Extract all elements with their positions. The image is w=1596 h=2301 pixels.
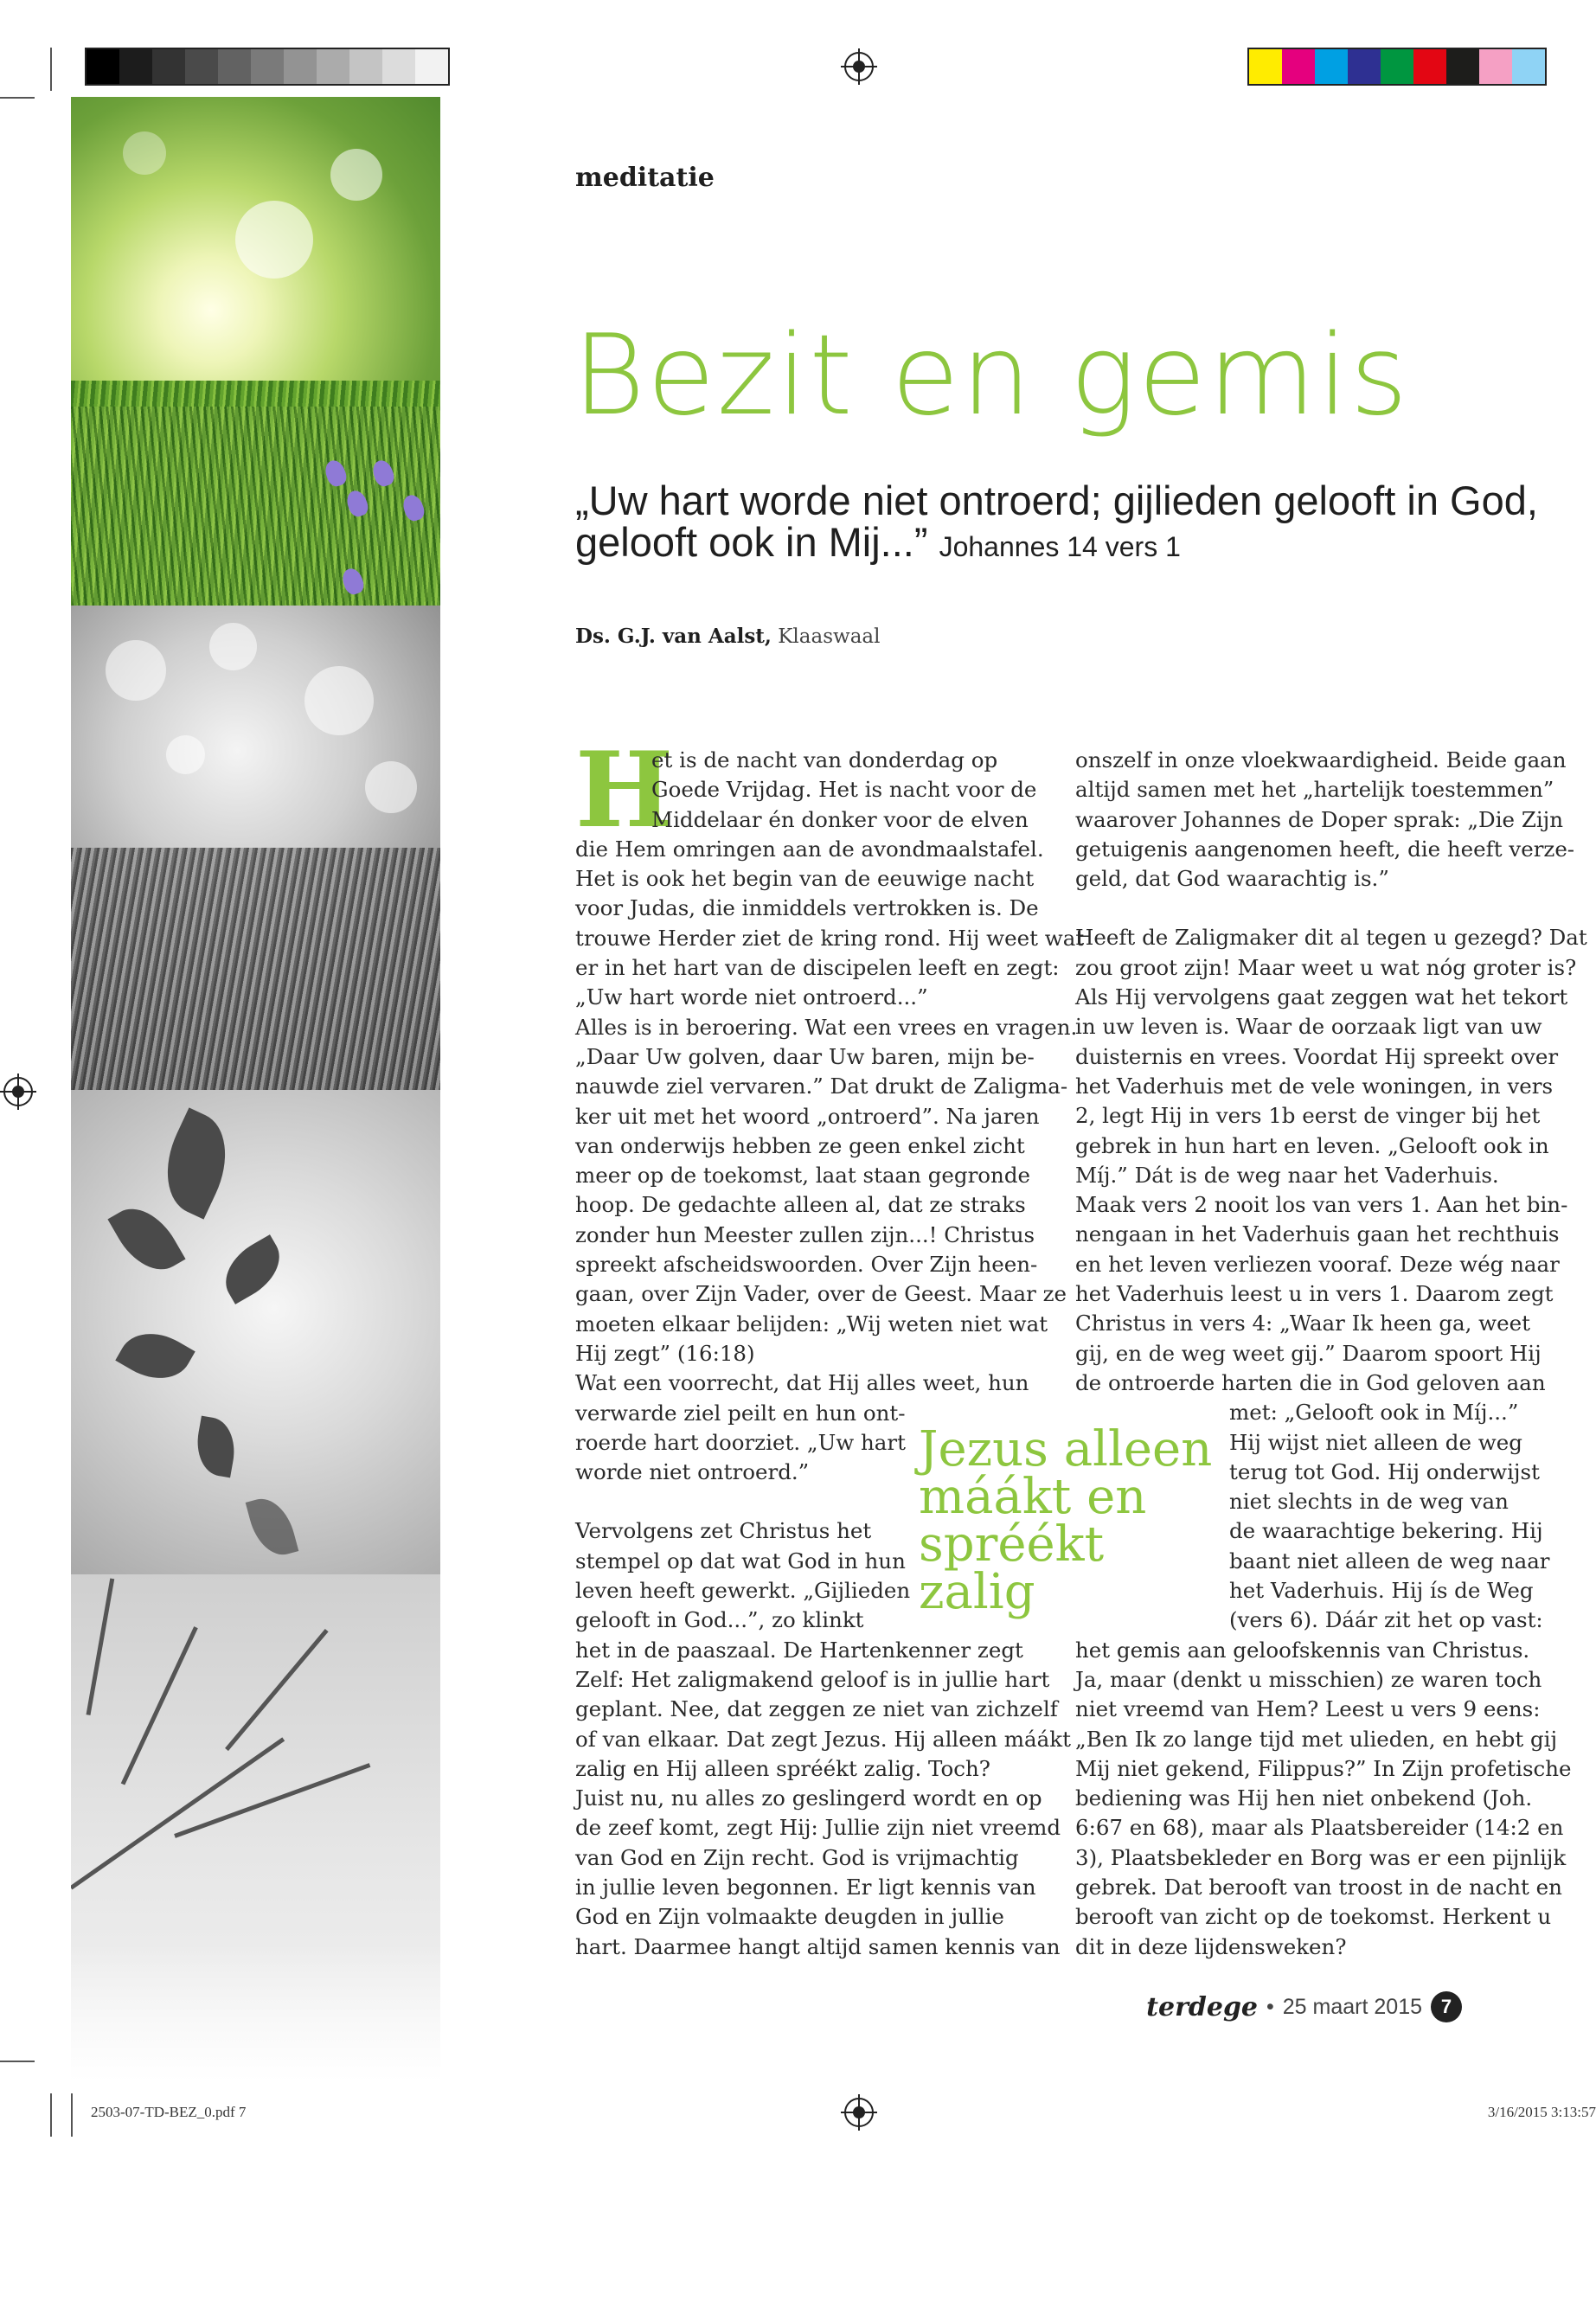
body-line: spreekt afscheidswoorden. Over Zijn heen- [575, 1252, 1038, 1278]
body-line: die Hem omringen aan de avondmaalstafel. [575, 836, 1044, 862]
footer-separator: • [1266, 1994, 1274, 2019]
body-line: onszelf in onze vloekwaardigheid. Beide gaan [1075, 747, 1567, 772]
body-line: zalig en Hij alleen spréékt zalig. Toch? [575, 1755, 990, 1781]
body-line: Alles is in beroering. Wat een vrees en vragen. [575, 1014, 1078, 1040]
pull-quote-line: spréékt [919, 1516, 1105, 1573]
paragraph-gap [1075, 894, 1534, 923]
body-line: Middelaar én donker voor de elven [651, 806, 1029, 832]
body-line: Goede Vrijdag. Het is nacht voor de [651, 777, 1037, 803]
body-line: „Ben Ik zo lange tijd met ulieden, en hebt gij [1075, 1726, 1558, 1752]
pull-quote-line: Jezus alleen [919, 1421, 1213, 1477]
crop-mark [0, 97, 35, 99]
byline-author: Ds. G.J. van Aalst, [575, 625, 772, 648]
body-line: Juist nu, nu alles zo geslingerd wordt en op [575, 1785, 1042, 1811]
registration-mark [844, 52, 874, 81]
body-line: of van elkaar. Dat zegt Jezus. Hij alleen máákt [575, 1726, 1071, 1752]
body-line: zonder hun Meester zullen zijn...! Christus [575, 1221, 1035, 1247]
body-line: et is de nacht van donderdag op [651, 747, 998, 772]
dropcap: H [575, 729, 674, 851]
grayscale-bar [85, 48, 450, 86]
body-line: Maak vers 2 nooit los van vers 1. Aan het bin- [1075, 1192, 1568, 1218]
body-line: stempel op dat wat God in hun [575, 1548, 906, 1574]
body-line: dit in deze lijdensweken? [1075, 1933, 1347, 1959]
body-line: gij, en de weg weet gij.” Daarom spoort Hij [1075, 1340, 1542, 1366]
body-line: Ja, maar (denkt u misschien) ze waren toch [1075, 1666, 1542, 1692]
body-line: leven heeft gewerkt. „Gijlieden [575, 1578, 911, 1604]
body-line: berooft van zicht op de toekomst. Herkent u [1075, 1904, 1552, 1930]
body-line: trouwe Herder ziet de kring rond. Hij weet wat [575, 925, 1085, 951]
body-line: van God en Zijn recht. God is vrijmachtig [575, 1844, 1019, 1870]
section-label: meditatie [575, 163, 715, 193]
body-line: Zelf: Het zaligmakend geloof is in jullie hart [575, 1666, 1050, 1692]
headline: Bezit en gemis [573, 311, 1410, 440]
body-line: terug tot God. Hij onderwijst [1229, 1458, 1540, 1484]
body-line: Hij zegt” (16:18) [575, 1340, 755, 1366]
body-line: getuigenis aangenomen heeft, die heeft verze- [1075, 836, 1575, 862]
body-line: geld, dat God waarachtig is.” [1075, 866, 1389, 892]
quote-reference: Johannes 14 vers 1 [939, 531, 1181, 562]
body-line: duisternis en vrees. Voordat Hij spreekt over [1075, 1043, 1559, 1069]
body-line: het gemis aan geloofskennis van Christus. [1075, 1637, 1530, 1663]
crop-mark [50, 48, 52, 91]
file-slug: 2503-07-TD-BEZ_0.pdf 7 [91, 2104, 247, 2120]
body-line: het Vaderhuis. Hij ís de Weg [1229, 1578, 1534, 1604]
body-line: de zeef komt, zegt Hij: Jullie zijn niet vreemd [575, 1815, 1061, 1841]
body-line: „Daar Uw golven, daar Uw baren, mijn be- [575, 1043, 1035, 1069]
body-line: in jullie leven begonnen. Er ligt kennis van [575, 1874, 1036, 1900]
body-line: het Vaderhuis met de vele woningen, in vers [1075, 1073, 1554, 1099]
column-right-bottom [1075, 1636, 1572, 1962]
image-strip [71, 97, 440, 2082]
pull-quote-line: máákt en [919, 1469, 1147, 1525]
body-line: 3), Plaatsbekleder en Borg was er een pijnlijk [1075, 1844, 1567, 1870]
body-line: in uw leven is. Waar de oorzaak ligt van uw [1075, 1014, 1542, 1040]
body-line: gaan, over Zijn Vader, over de Geest. Maar ze [575, 1281, 1067, 1307]
body-line: hoop. De gedachte alleen al, dat ze straks [575, 1192, 1026, 1218]
body-line: niet vreemd van Hem? Leest u vers 9 eens: [1075, 1696, 1541, 1722]
color-bar [1247, 48, 1547, 86]
body-line: waarover Johannes de Doper sprak: „Die Zijn [1075, 806, 1564, 832]
body-line: moeten elkaar belijden: „Wij weten niet wat [575, 1311, 1048, 1336]
body-line: God en Zijn volmaakte deugden in jullie [575, 1904, 1004, 1930]
page-footer [1146, 1991, 1462, 2022]
body-column-right [1075, 746, 1587, 1962]
registration-mark [3, 1077, 33, 1106]
byline-place: Klaaswaal [778, 625, 881, 648]
body-line: zou groot zijn! Maar weet u wat nóg groter is? [1075, 954, 1577, 980]
body-line: het in de paaszaal. De Hartenkenner zegt [575, 1637, 1023, 1663]
bible-quote [575, 480, 1561, 567]
column-right-top [1075, 746, 1587, 1398]
timestamp-slug: 3/16/2015 3:13:57 [1487, 2104, 1596, 2120]
quote-text: „Uw hart worde niet ontroerd; gijlieden gelooft in God, gelooft ook in Mij...” [575, 478, 1538, 565]
body-line: 2, legt Hij in vers 1b eerst de vinger bij het [1075, 1103, 1541, 1129]
body-line: gebrek in hun hart en leven. „Gelooft ook in [1075, 1132, 1549, 1158]
falling-leaves-photo [71, 1090, 440, 1574]
byline [575, 625, 880, 648]
pull-quote-line: zalig [919, 1564, 1035, 1620]
body-line: de waarachtige bekering. Hij [1229, 1518, 1543, 1544]
frosted-branch-photo [71, 1574, 440, 2082]
body-line: (vers 6). Dáár zit het op vast: [1229, 1607, 1543, 1633]
body-line: Vervolgens zet Christus het [575, 1518, 872, 1544]
body-line: en het leven verliezen vooraf. Deze wég naar [1075, 1251, 1560, 1277]
body-line: Wat een voorrecht, dat Hij alles weet, hun [575, 1370, 1029, 1396]
body-line: hart. Daarmee hangt altijd samen kennis van [575, 1933, 1061, 1959]
body-line: de ontroerde harten die in God geloven aan [1075, 1369, 1546, 1395]
meadow-sunlight-photo [71, 97, 440, 606]
body-line: Míj.” Dát is de weg naar het Vaderhuis. [1075, 1162, 1499, 1188]
body-line: Christus in vers 4: „Waar Ik heen ga, weet [1075, 1311, 1530, 1336]
crop-mark [71, 2093, 73, 2137]
wheat-bokeh-photo [71, 606, 440, 1090]
crop-mark [50, 2093, 52, 2137]
body-line: meer op de toekomst, laat staan gegronde [575, 1163, 1031, 1189]
body-line: ker uit met het woord „ontroerd”. Na jaren [575, 1103, 1040, 1129]
body-line: verwarde ziel peilt en hun ont- [575, 1400, 906, 1426]
body-line: nengaan in het Vaderhuis gaan het rechthuis [1075, 1221, 1560, 1247]
crop-mark [0, 2061, 35, 2062]
pull-quote [919, 1421, 1230, 1620]
body-line: baant niet alleen de weg naar [1229, 1548, 1550, 1574]
body-line: geplant. Nee, dat zeggen ze niet van zichzelf [575, 1696, 1058, 1722]
magazine-brand: terdege [1146, 1991, 1259, 2022]
body-line: Hij wijst niet alleen de weg [1229, 1429, 1522, 1455]
body-line: het Vaderhuis leest u in vers 1. Daarom zegt [1075, 1281, 1554, 1307]
body-line: nauwde ziel vervaren.” Dat drukt de Zaligma- [575, 1074, 1068, 1099]
body-line: bediening was Hij hen niet onbekend (Joh. [1075, 1785, 1533, 1811]
body-line: Het is ook het begin van de eeuwige nacht [575, 866, 1035, 892]
body-line: Als Hij vervolgens gaat zeggen wat het tekort [1075, 984, 1568, 1010]
issue-date: 25 maart 2015 [1282, 1994, 1422, 2019]
body-line: altijd samen met het „hartelijk toestemmen” [1075, 777, 1554, 803]
page-number: 7 [1431, 1991, 1462, 2022]
body-line: niet slechts in de weg van [1229, 1489, 1509, 1515]
body-line: Heeft de Zaligmaker dit al tegen u gezegd? Dat [1075, 925, 1587, 951]
body-line: van onderwijs hebben ze geen enkel zicht [575, 1132, 1025, 1158]
body-line: „Uw hart worde niet ontroerd...” [575, 984, 928, 1010]
body-line: worde niet ontroerd.” [575, 1459, 810, 1485]
body-line: met: „Gelooft ook in Míj...” [1229, 1400, 1519, 1426]
body-line: roerde hart doorziet. „Uw hart [575, 1429, 906, 1455]
body-line: gelooft in God...”, zo klinkt [575, 1607, 864, 1633]
body-line: voor Judas, die inmiddels vertrokken is. De [575, 895, 1039, 921]
body-line: Mij niet gekend, Filippus?” In Zijn profetische [1075, 1755, 1572, 1781]
body-line: 6:67 en 68), maar als Plaatsbereider (14:2 en [1075, 1815, 1564, 1841]
registration-mark [844, 2098, 874, 2127]
body-line: gebrek. Dat berooft van troost in de nacht en [1075, 1874, 1562, 1900]
body-line: er in het hart van de discipelen leeft en zegt: [575, 955, 1060, 981]
